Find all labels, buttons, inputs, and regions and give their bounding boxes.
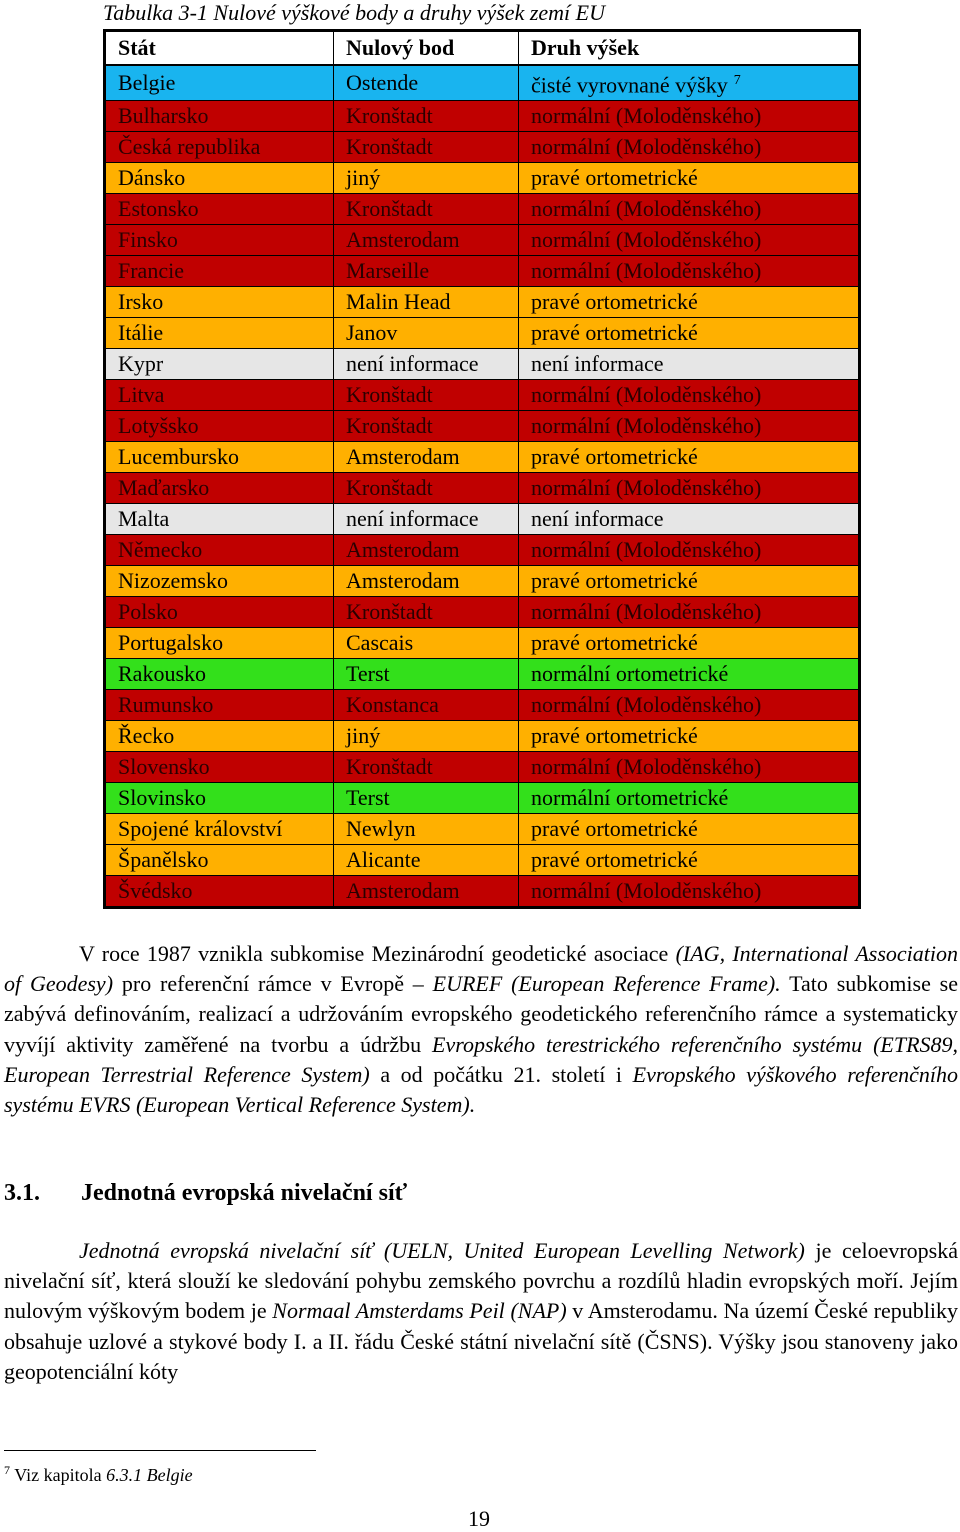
table-row (105, 163, 860, 194)
cell-stat: Nizozemsko (105, 566, 334, 597)
cell-stat: Lotyšsko (105, 411, 334, 442)
footnote-number: 7 (4, 1463, 10, 1477)
cell-nulovy-bod: Amsterodam (334, 535, 519, 566)
text-run: Tato subkomise se zabývá definováním, realizací a udržováním evropského geodetického referenčního rámce a systematicky vyvíjí aktivity zaměřené na tvorbu a údržbu (4, 971, 959, 1057)
table-row (105, 318, 860, 349)
table-row (105, 101, 860, 132)
footnote (4, 1463, 193, 1486)
cell-nulovy-bod: Janov (334, 318, 519, 349)
cell-stat: Estonsko (105, 194, 334, 225)
cell-stat: Portugalsko (105, 628, 334, 659)
cell-nulovy-bod: jiný (334, 163, 519, 194)
table-row (105, 411, 860, 442)
table-row (105, 349, 860, 380)
cell-nulovy-bod: Kronštadt (334, 597, 519, 628)
cell-druh-vysek: normální ortometrické (519, 659, 860, 690)
footnote-marker: 7 (733, 73, 741, 88)
cell-stat: Irsko (105, 287, 334, 318)
table-row (105, 876, 860, 908)
cell-druh-vysek: normální (Moloděnského) (519, 132, 860, 163)
cell-nulovy-bod: Terst (334, 659, 519, 690)
cell-druh-vysek: pravé ortometrické (519, 721, 860, 752)
cell-druh-vysek: normální (Moloděnského) (519, 225, 860, 256)
cell-nulovy-bod: Kronštadt (334, 752, 519, 783)
cell-druh-vysek: normální (Moloděnského) (519, 101, 860, 132)
text-run: v Amsterodamu. Na území České republiky obsahuje uzlové a stykové body I. a II. řádu České státní nivelační sítě (ČSNS). Výšky jsou stanoveny jako geopotenciální kóty (4, 1298, 958, 1384)
table-row (105, 752, 860, 783)
cell-nulovy-bod: Kronštadt (334, 132, 519, 163)
cell-druh-vysek: normální (Moloděnského) (519, 690, 860, 721)
table-row (105, 473, 860, 504)
cell-druh-vysek: normální (Moloděnského) (519, 194, 860, 225)
cell-stat: Česká republika (105, 132, 334, 163)
table-row (105, 256, 860, 287)
cell-druh-vysek: pravé ortometrické (519, 442, 860, 473)
cell-druh-vysek: normální (Moloděnského) (519, 380, 860, 411)
cell-stat: Maďarsko (105, 473, 334, 504)
cell-druh-vysek: není informace (519, 349, 860, 380)
paragraph-euref-text (4, 939, 958, 1120)
table-header-row (105, 31, 860, 66)
cell-nulovy-bod: Amsterodam (334, 442, 519, 473)
cell-stat: Kypr (105, 349, 334, 380)
cell-stat: Německo (105, 535, 334, 566)
text-run: EUREF (European Reference Frame). (432, 971, 781, 997)
table-row (105, 597, 860, 628)
cell-stat: Rumunsko (105, 690, 334, 721)
table-row (105, 442, 860, 473)
table-row (105, 287, 860, 318)
cell-stat: Belgie (105, 65, 334, 101)
cell-stat: Francie (105, 256, 334, 287)
table-row (105, 65, 860, 101)
cell-nulovy-bod: není informace (334, 349, 519, 380)
cell-nulovy-bod: Kronštadt (334, 194, 519, 225)
cell-nulovy-bod: Amsterodam (334, 876, 519, 908)
section-heading (4, 1180, 407, 1207)
cell-nulovy-bod: Konstanca (334, 690, 519, 721)
text-run: V roce 1987 vznikla subkomise Mezinárodní geodetické asociace (79, 941, 676, 966)
cell-nulovy-bod: Ostende (334, 65, 519, 101)
cell-stat: Polsko (105, 597, 334, 628)
cell-druh-vysek: pravé ortometrické (519, 163, 860, 194)
cell-nulovy-bod: jiný (334, 721, 519, 752)
cell-stat: Lucembursko (105, 442, 334, 473)
page-number: 19 (468, 1506, 490, 1531)
cell-druh-vysek: pravé ortometrické (519, 287, 860, 318)
paragraph-euref (4, 939, 958, 1120)
cell-druh-vysek: normální ortometrické (519, 783, 860, 814)
cell-nulovy-bod: Kronštadt (334, 101, 519, 132)
cell-druh-vysek: pravé ortometrické (519, 628, 860, 659)
cell-druh-vysek: normální (Moloděnského) (519, 473, 860, 504)
table-row (105, 194, 860, 225)
cell-druh-vysek: pravé ortometrické (519, 845, 860, 876)
table-row (105, 628, 860, 659)
zero-points-table (103, 29, 861, 909)
cell-nulovy-bod: není informace (334, 504, 519, 535)
cell-nulovy-bod: Kronštadt (334, 473, 519, 504)
cell-nulovy-bod: Malin Head (334, 287, 519, 318)
cell-stat: Řecko (105, 721, 334, 752)
cell-stat: Bulharsko (105, 101, 334, 132)
cell-nulovy-bod: Newlyn (334, 814, 519, 845)
cell-nulovy-bod: Amsterodam (334, 225, 519, 256)
cell-stat: Itálie (105, 318, 334, 349)
header-nulovy-bod: Nulový bod (334, 31, 519, 66)
cell-druh-vysek: pravé ortometrické (519, 318, 860, 349)
text-run: Evropského terestrického referenčního systému (ETRS89, European Terrestrial Reference System) (4, 1031, 959, 1087)
cell-stat: Litva (105, 380, 334, 411)
text-run: pro referenční rámce v Evropě – (113, 971, 433, 997)
table-row (105, 132, 860, 163)
paragraph-ueln (4, 1236, 958, 1387)
cell-nulovy-bod: Marseille (334, 256, 519, 287)
table-row (105, 535, 860, 566)
text-run: Evropského výškového referenčního systému EVRS (European Vertical Reference System). (4, 1061, 959, 1118)
cell-druh-vysek: normální (Moloděnského) (519, 752, 860, 783)
cell-druh-vysek: normální (Moloděnského) (519, 411, 860, 442)
table-row (105, 659, 860, 690)
text-run: je celoevropská nivelační síť, která slouží ke sledování pohybu zemského povrchu a rozdílů hladin evropských moří. Jejím nulovým výškovým bodem je (4, 1238, 959, 1324)
table-row (105, 566, 860, 597)
cell-druh-vysek: normální (Moloděnského) (519, 876, 860, 908)
cell-stat: Dánsko (105, 163, 334, 194)
table-row (105, 225, 860, 256)
footnote-separator (4, 1450, 316, 1451)
cell-druh-vysek: normální (Moloděnského) (519, 256, 860, 287)
text-run: Normaal Amsterdams Peil (NAP) (272, 1298, 567, 1324)
table-row (105, 721, 860, 752)
section-number: 3.1. (4, 1180, 40, 1206)
cell-nulovy-bod: Amsterodam (334, 566, 519, 597)
cell-nulovy-bod: Kronštadt (334, 411, 519, 442)
cell-stat: Rakousko (105, 659, 334, 690)
text-run: Jednotná evropská nivelační síť (UELN, United European Levelling Network) (79, 1238, 805, 1263)
cell-stat: Slovinsko (105, 783, 334, 814)
footnote-text: Viz kapitola (14, 1465, 107, 1485)
cell-stat: Finsko (105, 225, 334, 256)
table-row (105, 814, 860, 845)
table-row (105, 783, 860, 814)
table-caption: Tabulka 3-1 Nulové výškové body a druhy výšek zemí EU (103, 0, 605, 25)
cell-druh-vysek: pravé ortometrické (519, 566, 860, 597)
header-druh-vysek: Druh výšek (519, 31, 860, 66)
table-row (105, 690, 860, 721)
section-title: Jednotná evropská nivelační síť (81, 1180, 408, 1206)
text-run: (IAG, International Association of Geodesy) (4, 941, 958, 997)
cell-nulovy-bod: Alicante (334, 845, 519, 876)
cell-stat: Španělsko (105, 845, 334, 876)
text-run: a od počátku 21. století i (369, 1061, 633, 1087)
table-row (105, 504, 860, 535)
cell-nulovy-bod: Kronštadt (334, 380, 519, 411)
cell-nulovy-bod: Terst (334, 783, 519, 814)
cell-druh-vysek: čisté vyrovnané výšky $^7$ (519, 65, 860, 101)
cell-druh-vysek: není informace (519, 504, 860, 535)
table-row (105, 845, 860, 876)
cell-nulovy-bod: Cascais (334, 628, 519, 659)
footnote-ref: 6.3.1 Belgie (106, 1465, 193, 1485)
table-row (105, 380, 860, 411)
paragraph-ueln-text (4, 1236, 958, 1387)
cell-stat: Slovensko (105, 752, 334, 783)
cell-stat: Švédsko (105, 876, 334, 908)
header-stat: Stát (105, 31, 334, 66)
cell-druh-vysek: normální (Moloděnského) (519, 597, 860, 628)
cell-stat: Spojené království (105, 814, 334, 845)
cell-druh-vysek: pravé ortometrické (519, 814, 860, 845)
cell-druh-vysek: normální (Moloděnského) (519, 535, 860, 566)
cell-stat: Malta (105, 504, 334, 535)
